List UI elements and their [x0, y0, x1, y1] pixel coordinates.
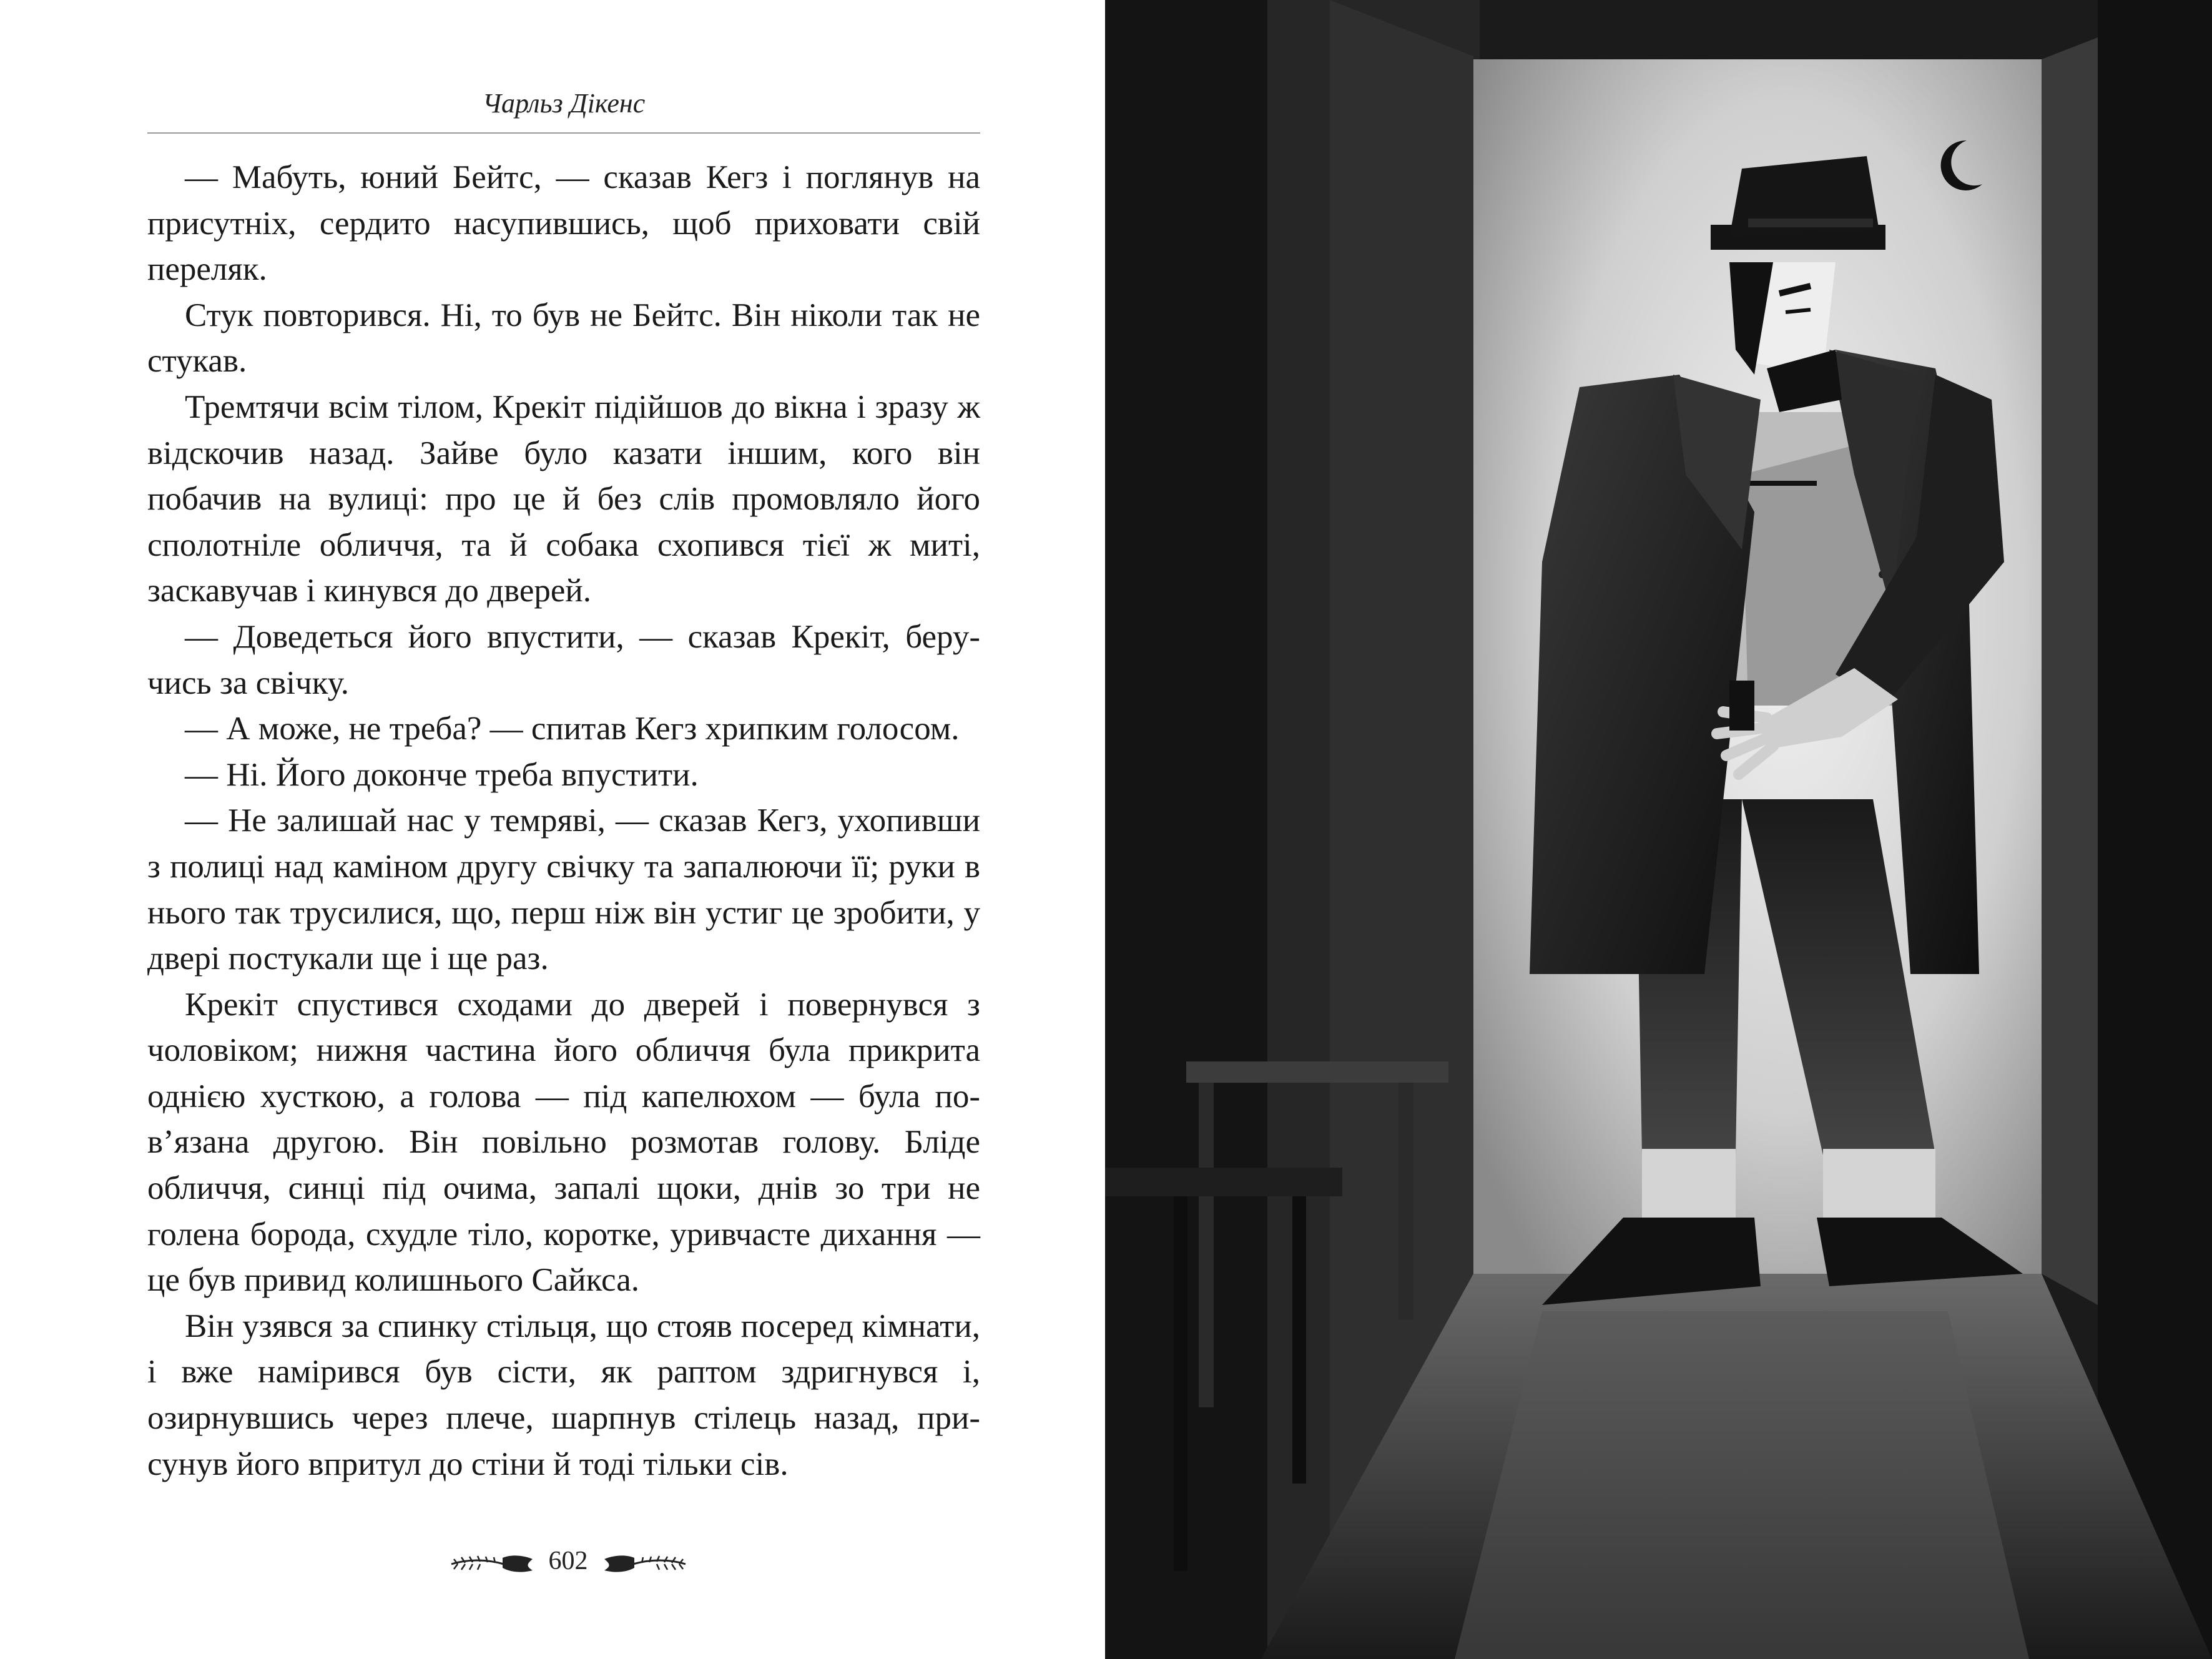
paragraph: Тремтячи всім тілом, Крекіт підійшов до вікна і зразу ж відскочив назад. Зайве було казати іншим, кого він побачив на вулиці: про це й без слів промовляло його сполотніле обличчя, та й собака схопився тієї ж миті, заскавучав і кинувся до дверей. — [147, 388, 980, 609]
paragraph: Крекіт спустився сходами до дверей і повернувся з чоловіком; нижня частина його обличчя була прикрита однією хусткою, а голова — під капелюхом — була пов’язана другою. Він повільно розмотав голову. Бліде обличчя, синці під очима, запалі щоки, днів зо три не голена борода, схудле тіло, коротке, уривчасте дихання — це був привид колишнього Сайкса. — [147, 986, 980, 1299]
text-page — [0, 0, 1105, 1659]
illustration-page — [1105, 0, 2212, 1659]
body-text — [147, 155, 980, 1487]
paragraph: — А може, не треба? — спитав Кегз хрипким голосом. — [185, 711, 960, 747]
header-rule — [147, 132, 980, 134]
running-head: Чарльз Дікенс — [482, 88, 646, 119]
paragraph: Стук повторився. Ні, то був не Бейтс. Він ніколи так не стукав. — [147, 297, 980, 380]
ornament-left-icon — [449, 1545, 536, 1577]
paragraph: — Доведеться його впустити, — сказав Крекіт, беручись за свічку. — [147, 618, 980, 701]
paragraph: — Не залишай нас у темряві, — сказав Кегз, ухопивши з полиці над каміном другу свічку та запалюючи її; руки в нього так трусилися, що, перш ніж він устиг це зробити, у двері постукали ще і ще раз. — [147, 802, 980, 977]
doorway-illustration — [1105, 0, 2212, 1659]
paragraph: — Мабуть, юний Бейтс, — сказав Кегз і поглянув на присутніх, сердито насупившись, щоб приховати свій переляк. — [147, 159, 980, 288]
page-footer — [443, 1539, 693, 1583]
ornament-right-icon — [601, 1545, 688, 1577]
page-number: 602 — [548, 1547, 588, 1575]
paragraph: Він узявся за спинку стільця, що стояв посеред кімнати, і вже намірився був сісти, як раптом здригнувся і, озирнувшись через плече, шарпнув стілець назад, присунув його впритул до стіни й тоді тільки сів. — [147, 1307, 980, 1482]
paragraph: — Ні. Його доконче треба впустити. — [185, 756, 699, 793]
